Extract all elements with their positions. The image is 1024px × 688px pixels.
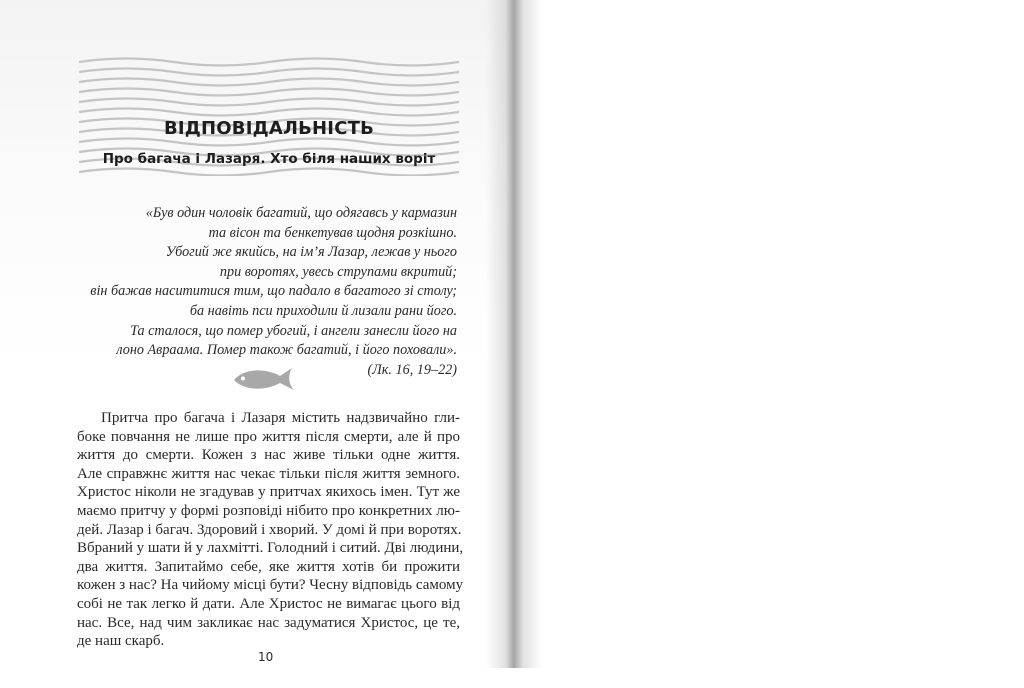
- chapter-title: ВІДПОВІДАЛЬНІСТЬ: [163, 118, 375, 139]
- text-line: Христос ніколи не згадував у притчах якихось імен. Тут же: [77, 484, 460, 501]
- wave-line: [79, 69, 459, 76]
- epigraph-line: при воротях, увесь струпами вкритий;: [219, 263, 457, 280]
- text-line: де наш скарб.: [77, 633, 165, 650]
- text-line: маємо притчу у формі розповіді нібито про конкретних лю-: [77, 502, 460, 519]
- epigraph-line: він бажав насититися тим, що падало в багатого зі столу;: [90, 283, 457, 300]
- epigraph-line: та вісон та бенкетував щодня розкішно.: [208, 224, 457, 241]
- epigraph-citation: (Лк. 16, 19–22): [367, 361, 457, 378]
- text-line: кожен з нас? На чийому місці бути? Чесну відповідь самому: [77, 577, 464, 594]
- text-line: собі не так легко й дати. Але Христос не вимагає цього від: [77, 595, 460, 612]
- epigraph-line: ба навіть пси приходили й лизали рани його.: [189, 302, 457, 319]
- wave-line: [79, 99, 459, 106]
- epigraph-line: Та сталося, що помер убогий, і ангели занесли його на: [130, 322, 457, 339]
- wave-line: [79, 89, 459, 96]
- left-body-text: [77, 409, 464, 651]
- wave-line: [79, 109, 459, 116]
- text-line: Але справжнє життя нас чекає тільки після життя земного.: [77, 465, 460, 482]
- text-line: Притча про багача і Лазаря містить надзвичайно гли-: [101, 410, 460, 426]
- epigraph-quote: [80, 204, 457, 380]
- text-line: життя до смерти. Кожен з нас живе тільки одне життя.: [77, 447, 460, 464]
- epigraph-line: «Був один чоловік багатий, що одягавсь у кармазин: [145, 205, 457, 221]
- wave-line: [79, 79, 459, 86]
- chapter-subtitle: Про багача і Лазаря. Хто біля наших воріт: [102, 151, 436, 167]
- epigraph-line: Убогий же якийсь, на ім’я Лазар, лежав у нього: [165, 244, 457, 261]
- text-line: боке повчання не лише про життя після смерти, але й про: [77, 428, 460, 445]
- fish-icon: [232, 366, 296, 392]
- right-page: [512, 0, 1024, 668]
- text-line: дей. Лазар і багач. Здоровий і хворий. У домі й при воротях.: [77, 521, 462, 538]
- wave-line: [79, 59, 459, 66]
- text-line: два життя. Запитаймо себе, яке життя хотів би прожити: [77, 558, 460, 575]
- epigraph-line: лоно Авраама. Помер також багатий, і його поховали».: [116, 342, 457, 359]
- left-page: [0, 0, 512, 668]
- text-line: Вбраний у шати й у лахмітті. Голодний і ситий. Дві людини,: [77, 540, 464, 557]
- wave-line: [79, 169, 459, 176]
- text-line: нас. Все, над чим закликає нас задуматися Христос, це те,: [77, 614, 460, 631]
- page-number-left: 10: [258, 650, 274, 664]
